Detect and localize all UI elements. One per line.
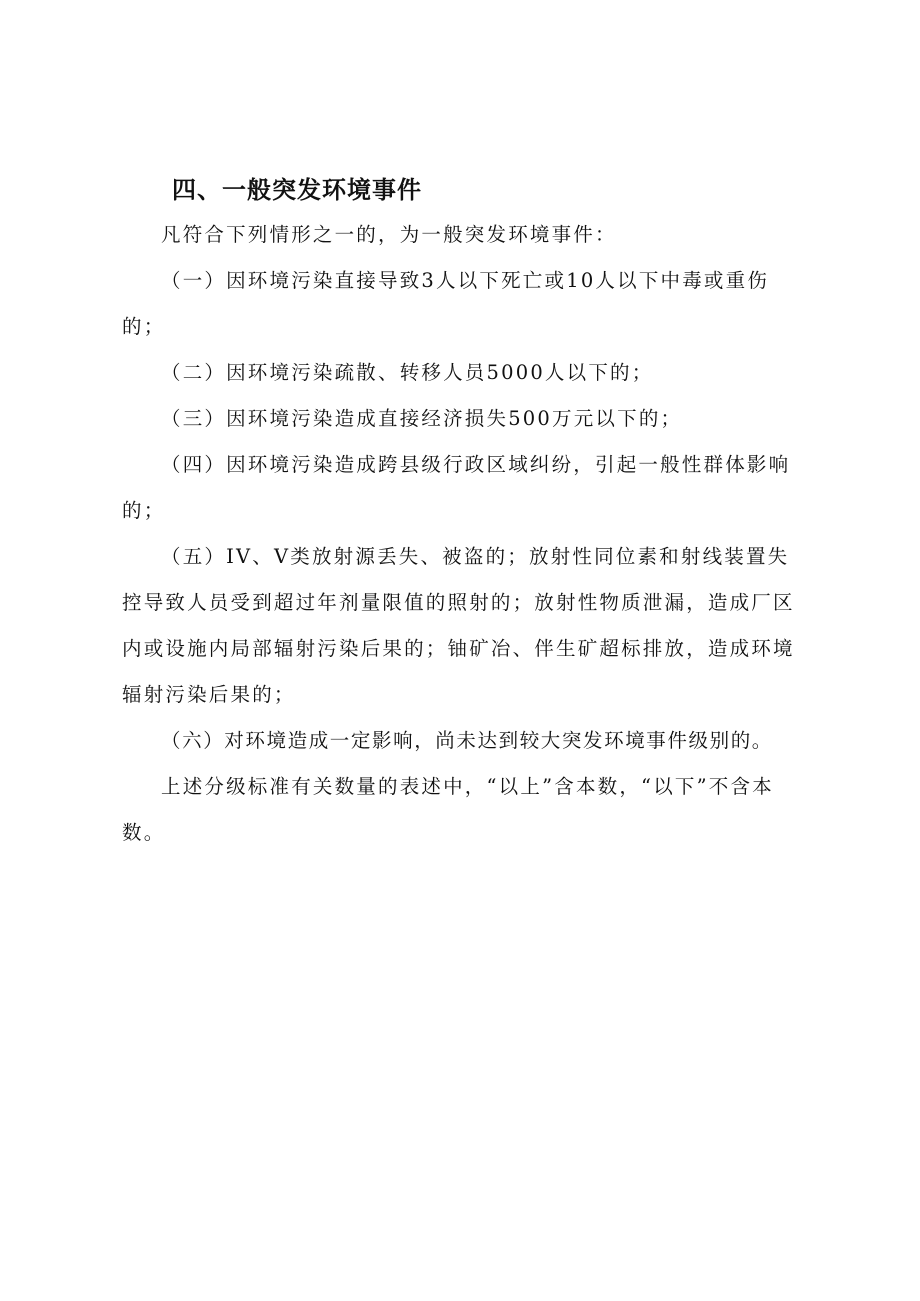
item-6-paragraph: （六）对环境造成一定影响，尚未达到较大突发环境事件级别的。 xyxy=(161,729,773,752)
section-heading: 四、一般突发环境事件 xyxy=(172,176,422,204)
intro-paragraph: 凡符合下列情形之一的，为一般突发环境事件： xyxy=(161,223,617,246)
note-paragraph: 上述分级标准有关数量的表述中，“以上”含本数，“以下”不含本数。 xyxy=(122,775,774,844)
item-2-paragraph: （二）因环境污染疏散、转移人员5000人以下的； xyxy=(161,361,654,384)
item-1-paragraph: （一）因环境污染直接导致3人以下死亡或10人以下中毒或重伤的； xyxy=(122,269,770,338)
body-text xyxy=(122,212,802,856)
item-5-paragraph: （五）IV、V类放射源丢失、被盗的；放射性同位素和射线装置失控导致人员受到超过年剂量限值的照射的；放射性物质泄漏，造成厂区内或设施内局部辐射污染后果的；铀矿冶、伴生矿超标排放，造成环境辐射污染后果的； xyxy=(122,545,795,706)
item-4-paragraph: （四）因环境污染造成跨县级行政区域纠纷，引起一般性群体影响的； xyxy=(122,453,791,522)
item-3-paragraph: （三）因环境污染造成直接经济损失500万元以下的； xyxy=(161,407,683,430)
